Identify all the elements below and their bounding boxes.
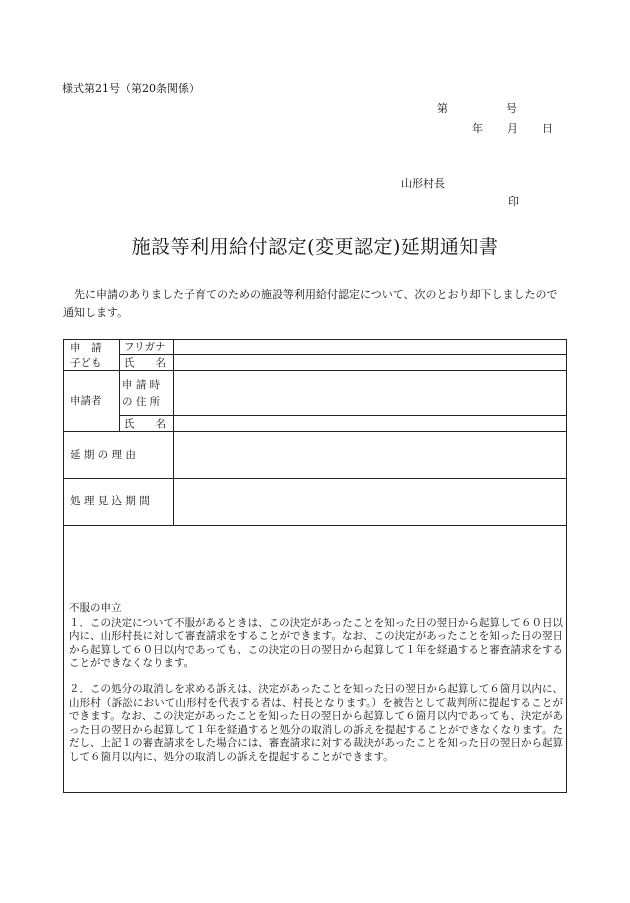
objection-item-1: １．この決定について不服があるときは、この決定があったことを知った日の翌日から起算して６０日以内に、山形村長に対して審査請求をすることができます。なお、この決定があったことを知った日の翌日から起算して６０日以内であっても、この決定の日の翌日から起算して１年を経過すると審査請求をすることができなくなります。 <box>69 616 563 670</box>
rule <box>119 415 567 416</box>
document-number-prefix: 第 <box>437 102 448 115</box>
rule <box>64 478 567 479</box>
period-label: 処 理 見 込 期 間 <box>70 495 150 507</box>
rule <box>64 525 567 526</box>
objection-item-2: ２．この処分の取消しを求める訴えは、決定があったことを知った日の翌日から起算して６箇月以内に、山形村（訴訟において山形村を代表する者は、村長となります。）を被告として裁判所に提起することができます。なお、この決定があったことを知った日の翌日から起算して６箇月以内であっても、決定があった日の翌日から起算して１年を経過すると処分の取消しの訴えを提起することができなくなります。ただし、上記１の審査請求をした場合には、審査請求に対する裁決があったことを知った日の翌日から起算して６箇月以内に、処分の取消しの訴えを提起することができます。 <box>69 682 563 763</box>
furigana-label: フリガナ <box>124 341 166 353</box>
applicant-name-field[interactable] <box>176 417 564 430</box>
reason-field[interactable] <box>176 433 564 477</box>
seal-mark: 印 <box>508 195 519 208</box>
document-title: 施設等利用給付認定(変更認定)延期通知書 <box>131 236 499 258</box>
objection-heading: 不服の申立 <box>69 602 122 614</box>
document-number-suffix: 号 <box>506 102 517 115</box>
applicant-label: 申請者 <box>70 395 102 407</box>
address-label-1: 申 請 時 <box>122 379 161 391</box>
issuer: 山形村長 <box>401 177 445 190</box>
rule <box>119 354 567 355</box>
address-label-2: の 住 所 <box>122 396 161 408</box>
rule <box>64 370 567 371</box>
date-year: 年 <box>472 122 483 135</box>
furigana-field[interactable] <box>176 340 564 354</box>
address-field[interactable] <box>176 372 564 413</box>
intro-text: 先に申請のありました子育てのための施設等利用給付認定について、次のとおり却下しましたので通知します。 <box>63 288 558 319</box>
applicant-name-label: 氏 名 <box>124 418 166 430</box>
rule <box>173 340 174 525</box>
spacer <box>69 671 563 683</box>
reason-label: 延 期 の 理 由 <box>70 449 136 461</box>
date-month: 月 <box>507 122 518 135</box>
period-field[interactable] <box>176 480 564 524</box>
objection-notice <box>69 602 563 765</box>
child-label-2: 子ども <box>70 357 102 369</box>
date-day: 日 <box>542 122 553 135</box>
child-label-1: 申 請 <box>70 342 102 354</box>
child-name-label: 氏 名 <box>124 357 166 369</box>
rule <box>64 431 567 432</box>
child-name-field[interactable] <box>176 356 564 370</box>
form-number: 様式第21号（第20条関係） <box>62 82 200 95</box>
rule <box>119 340 120 431</box>
